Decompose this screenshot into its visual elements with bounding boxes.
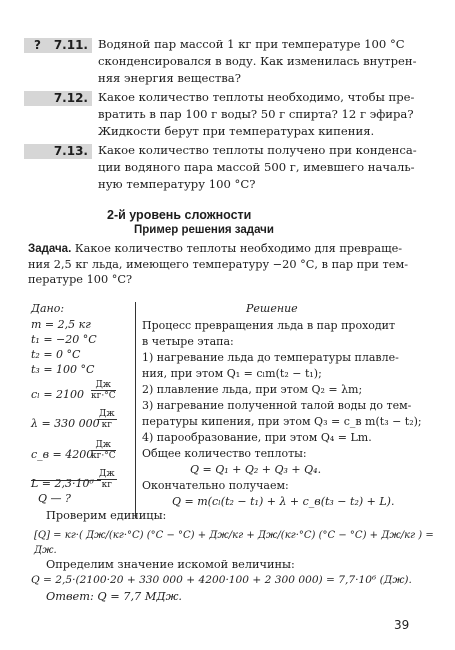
problem-line: ную температуру 100 °С? (98, 177, 256, 191)
example-title: Пример решения задачи (134, 224, 274, 236)
solution-line: ния, при этом Q₁ = cₗm(t₂ − t₁); (142, 367, 322, 380)
constant-lhs: c_в = 4200 (31, 448, 94, 461)
problem-number-label: 7.11. (53, 38, 88, 52)
problem-number (24, 38, 92, 53)
problem-number (24, 91, 92, 106)
problem-line: Водяной пар массой 1 кг при температуре 100 °С (98, 37, 405, 51)
task-line: пературе 100 °С? (28, 273, 133, 286)
constant-unit: Дж кг·°С (91, 440, 116, 461)
solution-line: в четыре этапа: (142, 335, 234, 348)
problem-number-label: 7.12. (53, 91, 88, 105)
question-mark: ? (34, 38, 41, 52)
problem-line: Жидкости берут при температурах кипения. (98, 124, 375, 138)
unknown-quantity: Q — ? (38, 492, 71, 505)
given-label: Дано: (31, 302, 65, 315)
problem-number (24, 144, 92, 159)
given-item: t₁ = −20 °С (31, 333, 97, 346)
given-block (31, 302, 136, 518)
task-statement (28, 241, 428, 287)
given-item: t₃ = 100 °С (31, 363, 95, 376)
task-label: Задача. (28, 243, 72, 255)
units-check-label: Проверим единицы: (46, 509, 167, 522)
problem-number-label: 7.13. (53, 144, 88, 158)
problem-line: Какое количество теплоты получено при конденса- (98, 143, 417, 157)
page-number: 39 (394, 618, 410, 632)
problem-line: вратить в пар 100 г воды? 50 г спирта? 12 г эфира? (98, 107, 414, 121)
solution-text (142, 318, 422, 510)
units-check-formula: [Q] = кг·( Дж/(кг·°С) (°С − °С) + Дж/кг + Дж/(кг·°С) (°С − °С) + Дж/кг ) = Дж. (34, 530, 434, 556)
constant-lhs: λ = 330 000 (31, 417, 100, 430)
constant-unit: Дж кг·°С (91, 380, 116, 401)
solution-line: Окончательно получаем: (142, 479, 289, 492)
constant-unit: Дж кг (99, 409, 115, 430)
constant-lhs: L = 2,3·10⁶ (31, 477, 94, 490)
problem-text (98, 36, 426, 87)
given-item: m = 2,5 кг (31, 318, 91, 331)
answer-label: Ответ: (46, 590, 94, 603)
section-title: 2-й уровень сложности (107, 208, 252, 222)
problem-line: няя энергия вещества? (98, 71, 241, 85)
answer (46, 589, 182, 604)
problem-line: ции водяного пара массой 500 г, имевшего началь- (98, 160, 415, 174)
solution-label: Решение (246, 302, 298, 315)
given-item: t₂ = 0 °С (31, 348, 81, 361)
problem-text (98, 142, 426, 193)
constant-lhs: cₗ = 2100 (31, 388, 85, 401)
solution-line: Процесс превращения льда в пар проходит (142, 319, 396, 332)
solution-line: пературы кипения, при этом Q₃ = c_в m(t₃ − t₂); (142, 415, 422, 428)
constant-unit: Дж кг (99, 469, 115, 490)
solution-line: 4) парообразование, при этом Q₄ = Lm. (142, 431, 372, 444)
given-divider (31, 480, 101, 481)
value-label: Определим значение искомой величины: (46, 558, 295, 571)
answer-value: Q = 7,7 МДж. (97, 590, 183, 603)
solution-line: 2) плавление льда, при этом Q₂ = λm; (142, 383, 363, 396)
solution-line: Общее количество теплоты: (142, 447, 307, 460)
solution-line: 1) нагревание льда до температуры плавле- (142, 351, 399, 364)
value-formula: Q = 2,5·(2100·20 + 330 000 + 4200·100 + 2 300 000) = 7,7·10⁶ (Дж). (31, 574, 412, 586)
problem-text (98, 89, 426, 140)
problem-line: Какое количество теплоты необходимо, чтобы пре- (98, 90, 415, 104)
solution-line: 3) нагревание полученной талой воды до тем- (142, 399, 412, 412)
task-line: ния 2,5 кг льда, имеющего температуру −20 °С, в пар при тем- (28, 258, 409, 271)
total-formula: Q = Q₁ + Q₂ + Q₃ + Q₄. (190, 463, 322, 476)
final-formula: Q = m(cₗ(t₂ − t₁) + λ + c_в(t₃ − t₂) + L). (172, 495, 395, 508)
task-line: Какое количество теплоты необходимо для превраще- (74, 242, 403, 255)
problem-line: сконденсировался в воду. Как изменилась внутрен- (98, 54, 417, 68)
